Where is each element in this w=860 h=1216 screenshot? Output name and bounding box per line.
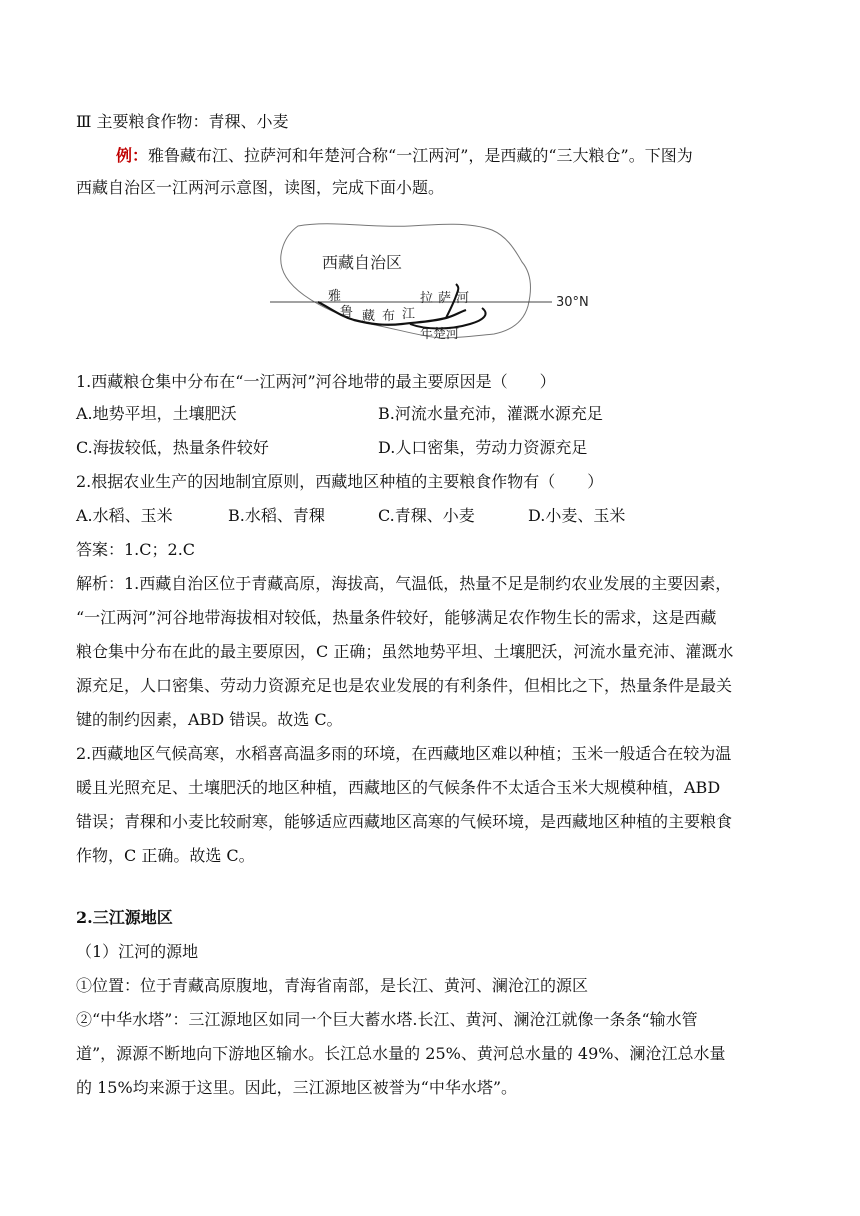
q1-option-a: A.地势平坦，土壤肥沃 [76, 404, 237, 423]
example-text: 雅鲁藏布江、拉萨河和年楚河合称“一江两河”，是西藏的“三大粮仓”。下图为 [148, 146, 693, 165]
q1-option-c: C.海拔较低，热量条件较好 [76, 438, 269, 457]
section2-item-water-tower: ②“中华水塔”：三江源地区如同一个巨大蓄水塔.长江、黄河、澜沧江就像一条条“输水管 [76, 1010, 698, 1029]
section2-item-location: ①位置：位于青藏高原腹地，青海省南部，是长江、黄河、澜沧江的源区 [76, 976, 589, 995]
map-lhasa-char: 河 [456, 291, 470, 306]
section-heading: Ⅲ 主要粮食作物：青稞、小麦 [76, 112, 289, 131]
map-yarlung-char: 江 [402, 307, 416, 322]
q2-option-c: C.青稞、小麦 [378, 506, 475, 525]
section2-item-water-tower: 的 15%均来源于这里。因此，三江源地区被誉为“中华水塔”。 [76, 1078, 518, 1097]
map-lhasa-char: 拉 [420, 291, 434, 306]
analysis-line: 暖且光照充足、土壤肥沃的地区种植，西藏地区的气候条件不太适合玉米大规模种植，ABD [76, 778, 721, 797]
q2-option-d: D.小麦、玉米 [528, 506, 626, 525]
analysis-line: 2.西藏地区气候高寒，水稻喜高温多雨的环境，在西藏地区难以种植；玉米一般适合在较为温 [76, 744, 732, 763]
section2-item-water-tower: 道”，源源不断地向下游地区输水。长江总水量的 25%、黄河总水量的 49%、澜沧江总水量 [76, 1044, 726, 1063]
section2-subheading: （1）江河的源地 [76, 942, 199, 961]
map-yarlung-char: 鲁 [340, 305, 354, 320]
map-latitude-label: 30°N [556, 295, 589, 310]
map-yarlung-char: 藏 [362, 309, 376, 324]
q2-stem: 2.根据农业生产的因地制宜原则，西藏地区种植的主要粮食作物有（ ） [76, 472, 604, 491]
q1-option-b: B.河流水量充沛，灌溉水源充足 [378, 404, 603, 423]
example-intro-line2: 西藏自治区一江两河示意图，读图，完成下面小题。 [76, 178, 445, 197]
map-yarlung-char: 布 [382, 309, 396, 324]
map-lhasa-char: 萨 [438, 291, 452, 306]
analysis-line: 解析：1.西藏自治区位于青藏高原，海拔高，气温低，热量不足是制约农业发展的主要因素， [76, 574, 732, 593]
map-yarlung-char: 雅 [328, 289, 342, 304]
analysis-line: 错误；青稞和小麦比较耐寒，能够适应西藏地区高寒的气候环境，是西藏地区种植的主要粮食 [76, 812, 733, 831]
q2-option-a: A.水稻、玉米 [76, 506, 173, 525]
analysis-line: 粮仓集中分布在此的最主要原因，C 正确；虽然地势平坦、土壤肥沃，河流水量充沛、灌溉水 [76, 642, 734, 661]
analysis-line: “一江两河”河谷地带海拔相对较低，热量条件较好，能够满足农作物生长的需求，这是西藏 [76, 608, 717, 627]
q2-option-b: B.水稻、青稞 [228, 506, 325, 525]
analysis-line: 作物，C 正确。故选 C。 [76, 846, 255, 865]
q1-option-d: D.人口密集，劳动力资源充足 [378, 438, 588, 457]
map-region-label: 西藏自治区 [322, 253, 403, 272]
example-label: 例： [116, 146, 149, 165]
analysis-line: 键的制约因素，ABD 错误。故选 C。 [76, 710, 343, 729]
section2-title: 2.三江源地区 [76, 908, 173, 927]
answer-line: 答案：1.C；2.C [76, 540, 196, 559]
analysis-line: 源充足，人口密集、劳动力资源充足也是农业发展的有利条件，但相比之下，热量条件是最关 [76, 676, 733, 695]
q1-stem: 1.西藏粮仓集中分布在“一江两河”河谷地带的最主要原因是（ ） [76, 372, 556, 391]
example-intro-line1 [116, 146, 693, 166]
tibet-map [270, 218, 610, 342]
map-nianchu-label: 年楚河 [420, 327, 460, 342]
